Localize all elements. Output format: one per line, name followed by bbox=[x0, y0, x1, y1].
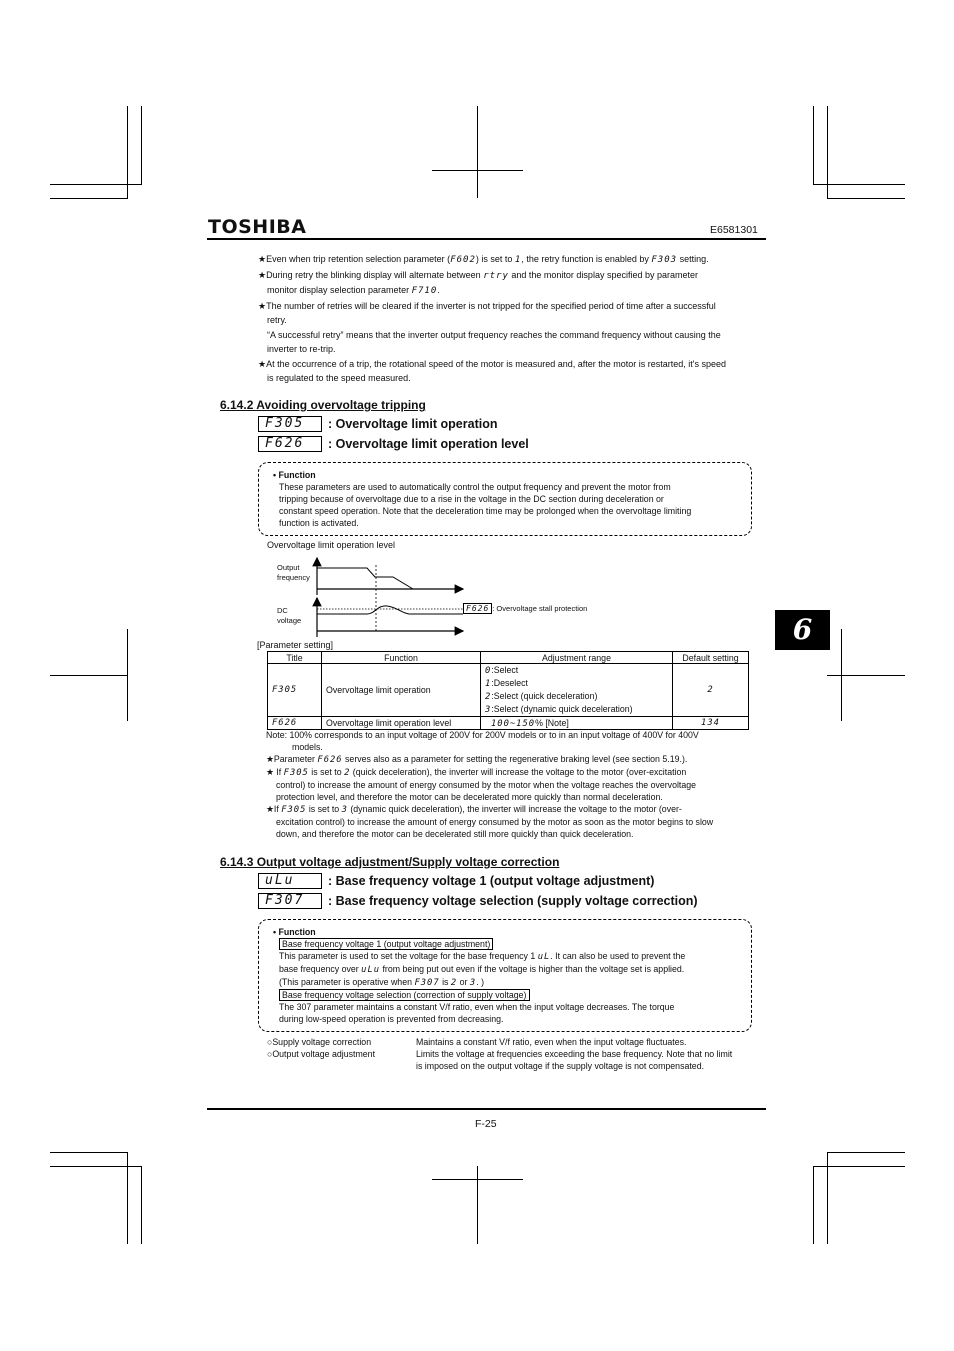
section-title-6-14-2: 6.14.2 Avoiding overvoltage tripping bbox=[220, 398, 426, 412]
diagram-title: Overvoltage limit operation level bbox=[267, 540, 396, 550]
frequency-curve bbox=[317, 568, 413, 589]
list-item: ○Supply voltage correction Maintains a constant V/f ratio, even when the input voltage fluctuates. bbox=[267, 1037, 687, 1047]
function-heading: • Function bbox=[273, 470, 316, 480]
chapter-tab: 6 bbox=[775, 610, 830, 650]
param-row-ulu: uLu : Base frequency voltage 1 (output voltage adjustment) bbox=[258, 872, 654, 889]
param-row-f305: F305 : Overvoltage limit operation bbox=[258, 415, 497, 432]
bullet-1: ★Even when trip retention selection parameter (F602) is set to 1, the retry function is enabled by F303 setting. bbox=[258, 254, 709, 265]
notes-1: Note: 100% corresponds to an input voltage of 200V for 200V models or to in an input voltage of 400V for 400V models. ★Parameter F626 serves also as a parameter for setting the regenerative braking level (see section 5.19.). ★ If F305 is set to 2 (quick deceleration), the inverter will increase the voltage to the motor (over-excitation control) to increase the amount of energy consumed by the motor when the voltage reaches the overvoltage protection level, and therefore the motor can be decelerated more quickly than normal deceleration. ★If F305 is set to 3 (dynamic quick deceleration), the inverter will increase the voltage to the motor (over- excitation control) to increase the amount of energy consumed by the motor as soon as the motor begins to slow down, and therefore the motor can be decelerated still more quickly than quick deceleration. bbox=[266, 730, 714, 839]
dc-voltage-curve bbox=[317, 606, 463, 614]
col-function: Function bbox=[322, 652, 481, 664]
col-default: Default setting bbox=[673, 652, 749, 664]
diagram-label-output: Output frequency bbox=[277, 563, 310, 582]
function-heading: • Function bbox=[273, 927, 316, 937]
timing-diagram bbox=[305, 555, 475, 640]
intro-bullets: ★Even when trip retention selection parameter (F602) is set to 1, the retry function is enabled by F303 setting. ★During retry the blinking display will alternate between rtry and the monitor display specified by parameter monitor display selection parameter F710. ★The number of retries will be cleared if the inverter is not tripped for the specified period of time after a successful retry. “A successful retry” means that the inverter output frequency reaches the command frequency without causing the inverter to re-trip. ★At the occurrence of a trip, the rotational speed of the motor is measured and, after the motor is restarted, it's speed is regulated to the speed measured. bbox=[258, 252, 768, 386]
parameter-table bbox=[267, 651, 749, 730]
function-box-1: • Function These parameters are used to automatically control the output frequency and prevent the motor from tripping because of overvoltage due to a rise in the voltage in the DC section during deceleration or constant speed operation. Note that the deceleration time may be prolonged when the overvoltage limiting function is activated. bbox=[258, 462, 752, 536]
col-title: Title bbox=[268, 652, 322, 664]
param-code-box: uLu bbox=[258, 873, 322, 889]
brand-logo: TOSHIBA bbox=[208, 216, 307, 238]
table-row: F626 Overvoltage limit operation level 100~150% [Note] 134 bbox=[268, 717, 749, 730]
diagram-label-dc: DC voltage bbox=[277, 606, 302, 625]
param-code-box: F305 bbox=[258, 416, 322, 432]
diagram-level-annotation: F626 : Overvoltage stall protection bbox=[463, 603, 587, 614]
function-box-2: • Function Base frequency voltage 1 (output voltage adjustment) This parameter is used to set the voltage for the base frequency 1 uL. It can also be used to prevent the base frequency over uLu from being put out even if the voltage is higher than the voltage set is applied. (This parameter is operative when F307 is 2 or 3. ) Base frequency voltage selection (correction of supply voltage) The 307 parameter maintains a constant V/f ratio, even when the input voltage decreases. The torque during low-speed operation is prevented from decreasing. bbox=[258, 919, 752, 1032]
footer-rule bbox=[207, 1108, 766, 1110]
doc-number: E6581301 bbox=[710, 224, 758, 236]
section-title-6-14-3: 6.14.3 Output voltage adjustment/Supply voltage correction bbox=[220, 855, 560, 869]
table-header-row bbox=[268, 652, 749, 664]
subheading-box-1: Base frequency voltage 1 (output voltage adjustment) bbox=[279, 938, 493, 950]
bullet-2: ★During retry the blinking display will alternate between rtry and the monitor display specified by parameter bbox=[258, 269, 698, 281]
bullet-4: ★At the occurrence of a trip, the rotational speed of the motor is measured and, after the motor is restarted, it's speed bbox=[258, 358, 727, 369]
table-row: F305 Overvoltage limit operation 0:Select 1:Deselect 2:Select (quick deceleration) 3:Select (dynamic quick deceleration) 2 bbox=[268, 664, 749, 717]
param-row-f307: F307 : Base frequency voltage selection (supply voltage correction) bbox=[258, 892, 698, 909]
param-setting-label: [Parameter setting] bbox=[257, 640, 334, 650]
list-item: ○Output voltage adjustment Limits the voltage at frequencies exceeding the base frequency. Note that no limit is imposed on the output voltage if the supply voltage is not compensated. bbox=[267, 1049, 733, 1071]
param-code-box: F307 bbox=[258, 893, 322, 909]
param-code-box: F626 bbox=[258, 436, 322, 452]
subheading-box-2: Base frequency voltage selection (correction of supply voltage) bbox=[279, 989, 530, 1001]
header-rule bbox=[207, 238, 766, 240]
page-number: F-25 bbox=[475, 1118, 497, 1130]
mode-list bbox=[267, 1036, 767, 1072]
bullet-3: ★The number of retries will be cleared if the inverter is not tripped for the specified period of time after a successful bbox=[258, 300, 716, 311]
param-row-f626: F626 : Overvoltage limit operation level bbox=[258, 435, 529, 452]
col-range: Adjustment range bbox=[481, 652, 673, 664]
